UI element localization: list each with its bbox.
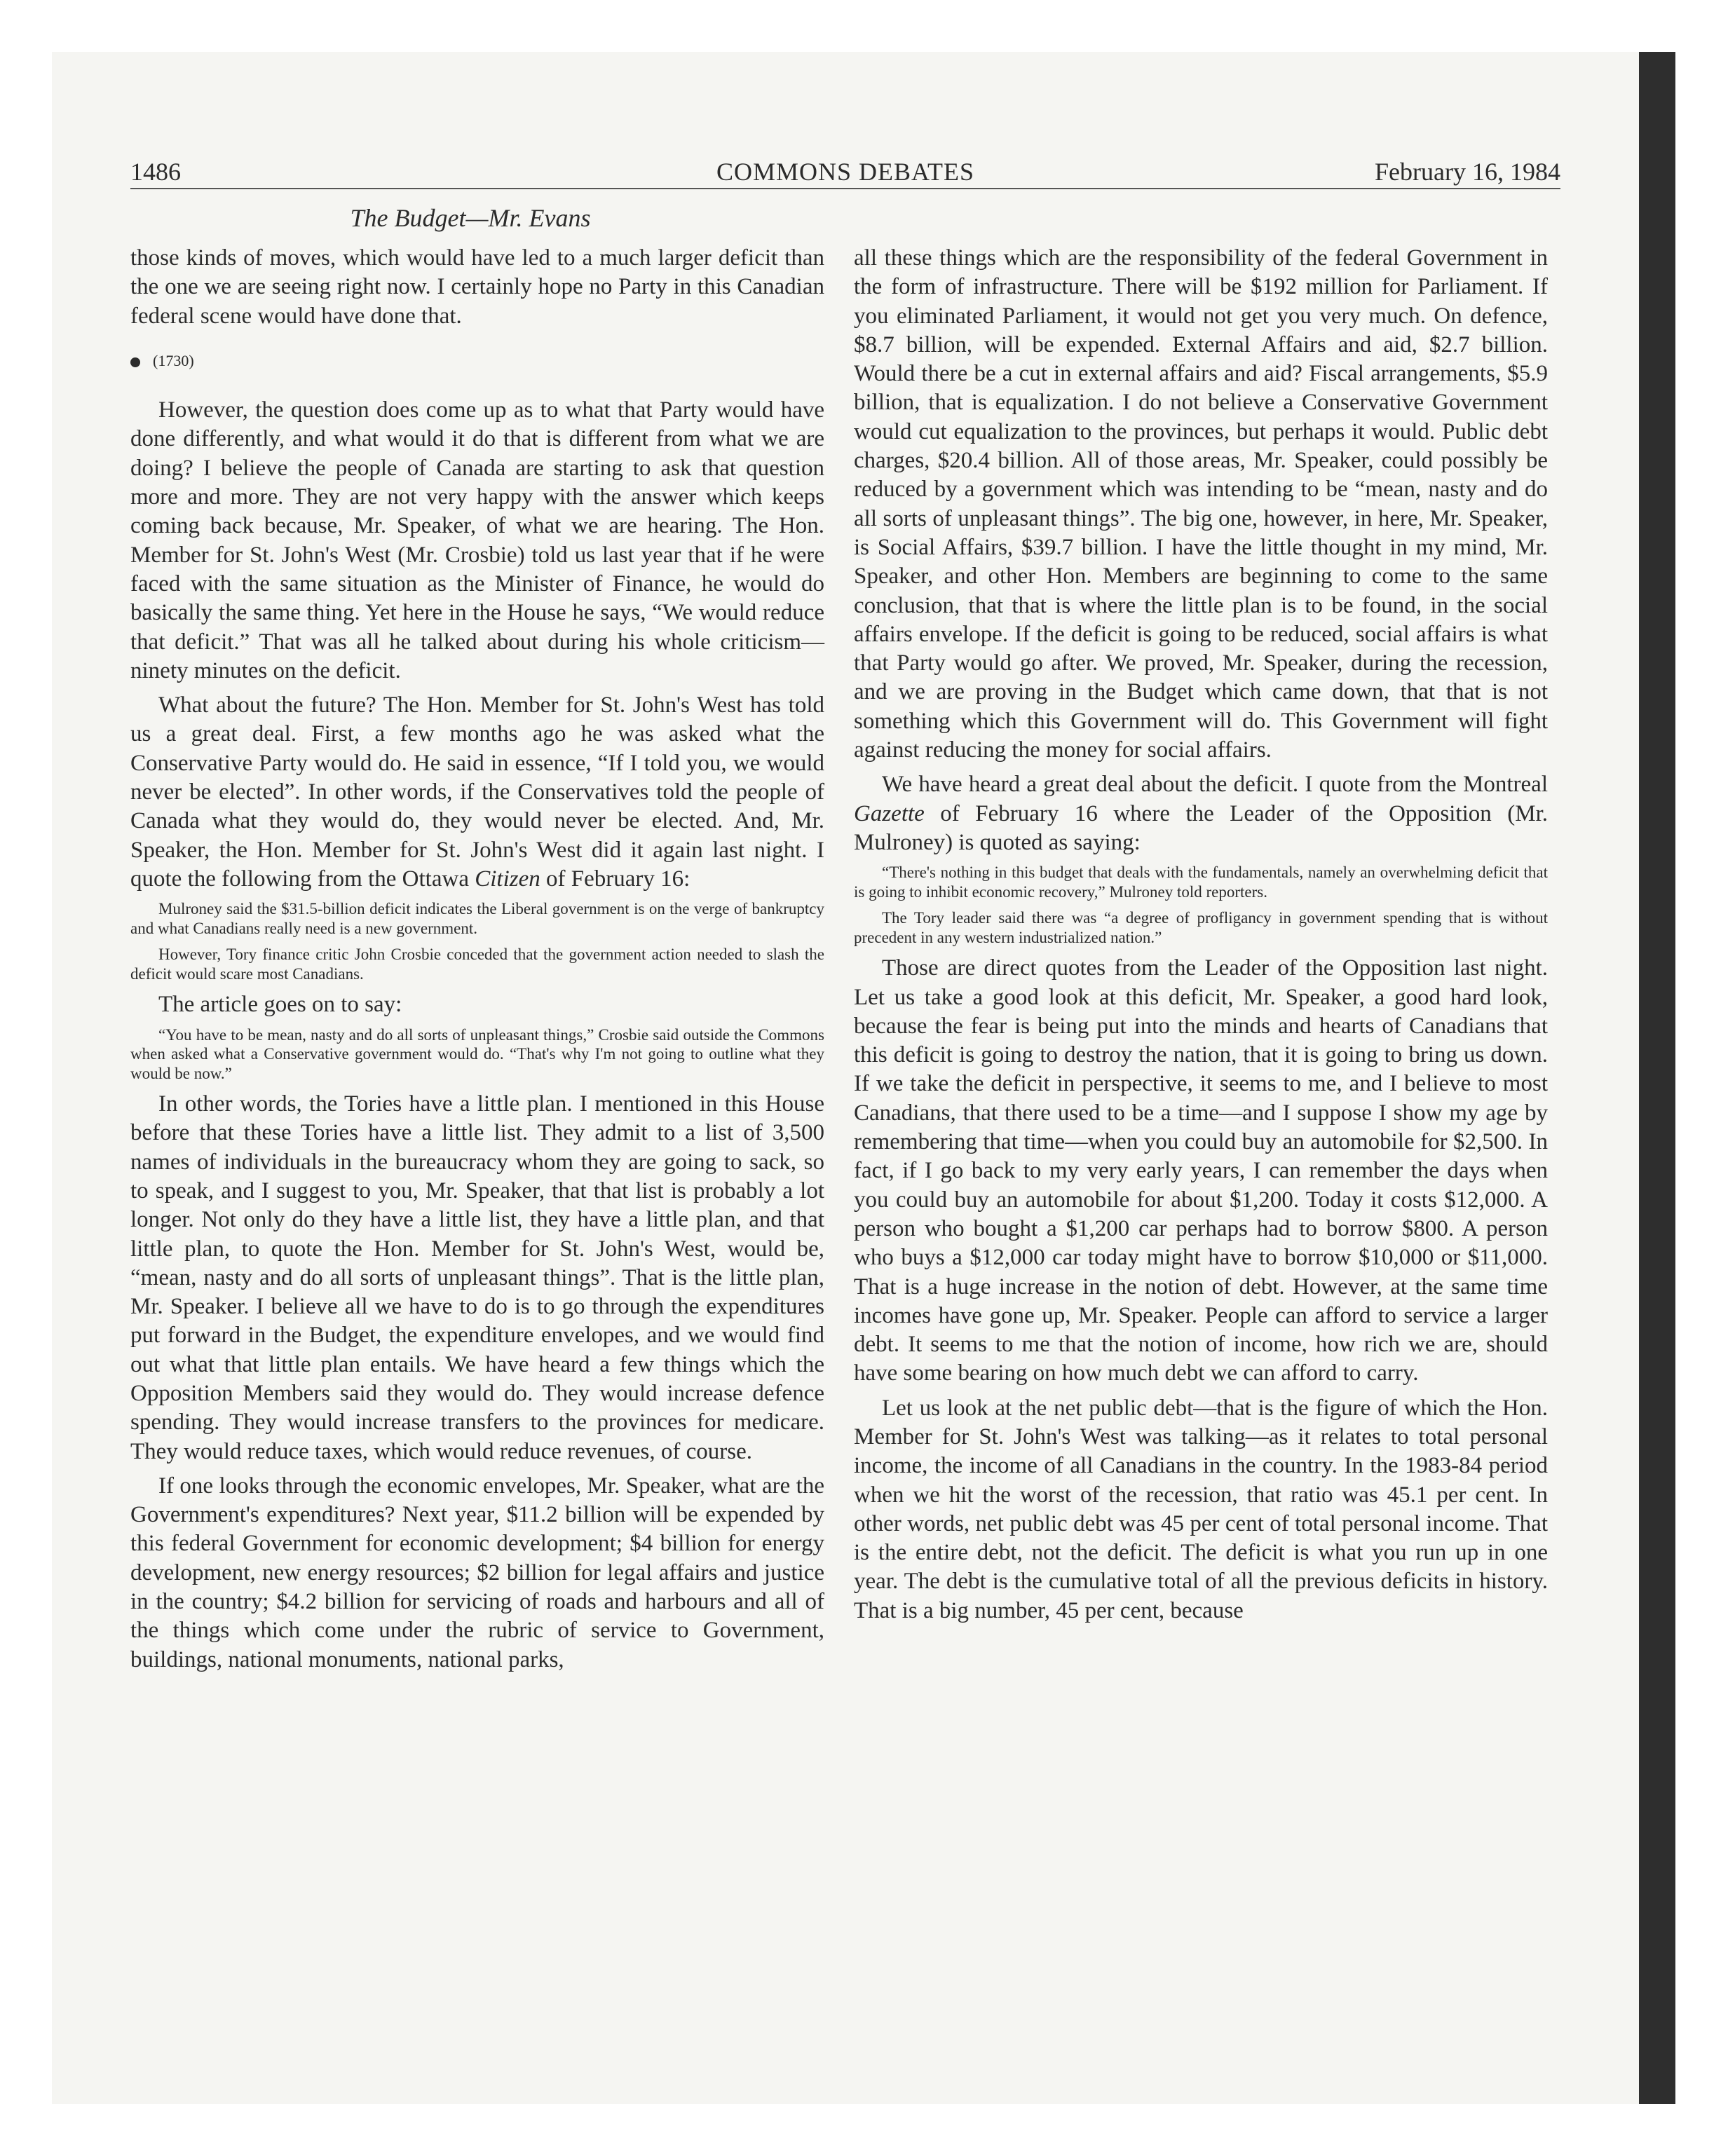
time-marker-label: (1730)	[153, 351, 194, 369]
bullet-icon	[130, 357, 140, 367]
text-run: What about the future? The Hon. Member for St. John's West has told us a great deal. First, a few months ago he was asked what the Conservative Party would do. He said in essence, “If I told you, we would never be elected”. In other words, if the Conservatives told the people of Canada what they would do, they would never be elected. And, Mr. Speaker, the Hon. Member for St. John's West did it again last night. I quote the following from the Ottawa	[130, 692, 824, 892]
page-header	[130, 157, 1560, 189]
quotation: However, Tory finance critic John Crosbie conceded that the government action needed to slash the deficit would scare most Canadians.	[130, 946, 824, 983]
paragraph: However, the question does come up as to what that Party would have done differently, and what would it do that is different from what we are doing? I believe the people of Canada are starting to ask that question more and more. They are not very happy with the answer which keeps coming back because, Mr. Speaker, of what we are hearing. The Hon. Member for St. John's West (Mr. Crosbie) told us last year that if he were faced with the same situation as the Minister of Finance, he would do basically the same thing. Yet here in the House he says, “We would reduce that deficit.” That was all he talked about during his whole criticism—ninety minutes on the deficit.	[130, 397, 824, 683]
paragraph: those kinds of moves, which would have led to a much larger deficit than the one we are seeing right now. I certainly hope no Party in this Canadian federal scene would have done that.	[130, 245, 824, 329]
newspaper-title: Citizen	[475, 866, 540, 892]
page-number: 1486	[130, 158, 181, 186]
section-subheading: The Budget—Mr. Evans	[350, 204, 591, 232]
quotation: “You have to be mean, nasty and do all sorts of unpleasant things,” Crosbie said outside the Commons when asked what a Conservative government would do. “That's why I'm not going to outline what they would be now.”	[130, 1025, 824, 1082]
time-marker	[130, 346, 824, 375]
paragraph: all these things which are the responsibility of the federal Government in the form of infrastructure. There will be $192 million for Parliament. If you eliminated Parliament, it would not get you very much. On defence, $8.7 billion, will be expended. External Affairs and aid, $2.7 billion. Would there be a cut in external affairs and aid? Fiscal arrangements, $5.9 billion, that is equalization. I do not believe a Conservative Government would cut equalization to the provinces, but perhaps it would. Public debt charges, $20.4 billion. All of those areas, Mr. Speaker, could possibly be reduced by a government which was intending to be “mean, nasty and do all sorts of unpleasant things”. The big one, however, in here, Mr. Speaker, is Social Affairs, $39.7 billion. I have the little thought in my mind, Mr. Speaker, and other Hon. Members are beginning to come to the same conclusion, that that is where the little plan is to be found, in the social affairs envelope. If the deficit is going to be reduced, social affairs is what that Party would go after. We proved, Mr. Speaker, during the recession, and we are proving in the Budget which came down, that that is not something which this Government will do. This Government will fight against reducing the money for social affairs.	[854, 245, 1548, 763]
paragraph: Those are direct quotes from the Leader of the Opposition last night. Let us take a good look at this deficit, Mr. Speaker, a good hard look, because the fear is being put into the minds and hearts of Canadians that this deficit is going to destroy the nation, that it is going to bring us down. If we take the deficit in perspective, it seems to me, and I believe to most Canadians, that there used to be a time—and I suppose I show my age by remembering that time—when you could buy an automobile for $2,500. In fact, if I go back to my very early years, I can remember the days when you could buy an automobile for about $1,200. Today it costs $12,000. A person who bought a $1,200 car perhaps had to borrow $800. A person who buys a $12,000 car today might have to borrow $10,000 or $11,000. That is a huge increase in the notion of debt. However, at the same time incomes have gone up, Mr. Speaker. People can afford to service a larger debt. It seems to me that the notion of income, how rich we are, should have some bearing on how much debt we can afford to carry.	[854, 955, 1548, 1386]
paragraph: If one looks through the economic envelopes, Mr. Speaker, what are the Government's expenditures? Next year, $11.2 billion will be expended by this federal Government for economic development; $4 billion for energy development, new energy resources; $2 billion for legal affairs and justice in the country; $4.2 billion for servicing of roads and harbours and all of the things which come under the rubric of service to Government, buildings, national monuments, national parks,	[130, 1473, 824, 1672]
paragraph: The article goes on to say:	[158, 992, 402, 1018]
quotation: Mulroney said the $31.5-billion deficit indicates the Liberal government is on the verge of bankruptcy and what Canadians really need is a new government.	[130, 900, 824, 937]
scan-edge-bar	[1639, 52, 1675, 2104]
paragraph	[854, 770, 1548, 857]
text-run: of February 16 where the Leader of the Opposition (Mr. Mulroney) is quoted as saying:	[854, 800, 1548, 855]
paragraph: In other words, the Tories have a little plan. I mentioned in this House before that these Tories have a little list. They admit to a list of 3,500 names of individuals in the bureaucracy whom they are going to sack, so to speak, and I suggest to you, Mr. Speaker, that that list is probably a lot longer. Not only do they have a little list, they have a little plan, and that little plan, to quote the Hon. Member for St. John's West, would be, “mean, nasty and do all sorts of unpleasant things”. That is the little plan, Mr. Speaker. I believe all we have to do is to go through the expenditures put forward in the Budget, the expenditure envelopes, and we would find out what that little plan entails. We have heard a few things which the Opposition Members said they would do. They would increase defence spending. They would increase transfers to the provinces for medicare. They would reduce taxes, which would reduce revenues, of course.	[130, 1091, 824, 1464]
publication-title: COMMONS DEBATES	[716, 158, 975, 186]
newspaper-title: Gazette	[854, 800, 925, 826]
quotation: The Tory leader said there was “a degree of profligancy in government spending that is without precedent in any western industrialized nation.”	[854, 909, 1548, 946]
paragraph	[130, 691, 824, 894]
left-column	[130, 244, 824, 1680]
paragraph: Let us look at the net public debt—that is the figure of which the Hon. Member for St. John's West was talking—as it relates to total personal income, the income of all Canadians in the country. In the 1983-84 period when we hit the worst of the recession, that ratio was 45.1 per cent. In other words, net public debt was 45 per cent of total personal income. That is the entire debt, not the deficit. The deficit is what you run up in one year. The debt is the cumulative total of all the previous deficits in history. That is a big number, 45 per cent, because	[854, 1395, 1548, 1623]
text-run: We have heard a great deal about the deficit. I quote from the Montreal	[882, 772, 1548, 798]
right-column	[854, 244, 1548, 1631]
text-run: of February 16:	[540, 866, 690, 892]
header-date: February 16, 1984	[1375, 158, 1560, 186]
quotation: “There's nothing in this budget that deals with the fundamentals, namely an overwhelming deficit that is going to inhibit economic recovery,” Mulroney told reporters.	[854, 864, 1548, 901]
